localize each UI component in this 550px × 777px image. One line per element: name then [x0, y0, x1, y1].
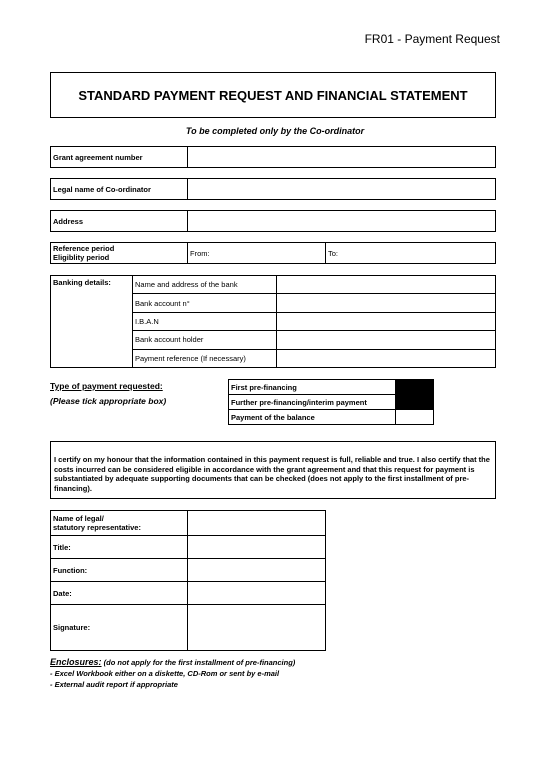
reference-period-label: Reference period	[53, 244, 115, 253]
function-label: Function:	[51, 559, 188, 581]
payment-reference-input[interactable]	[277, 350, 495, 367]
legal-name-label: Legal name of Co-ordinator	[51, 179, 188, 199]
date-label: Date:	[51, 582, 188, 604]
grant-agreement-label: Grant agreement number	[51, 147, 188, 167]
signature-row	[51, 605, 325, 650]
address-row	[50, 210, 496, 232]
period-from-input[interactable]	[188, 243, 326, 263]
from-label: From:	[190, 248, 210, 258]
legal-name-row	[50, 178, 496, 200]
to-label: To:	[328, 248, 339, 258]
balance-payment-label: Payment of the balance	[229, 410, 396, 424]
form-code: FR01 - Payment Request	[364, 32, 500, 46]
representative-label-line1: Name of legal/	[53, 514, 104, 523]
period-to-input[interactable]	[326, 243, 495, 263]
banking-details	[50, 275, 496, 368]
further-prefinancing-checkbox[interactable]	[396, 395, 433, 409]
date-input[interactable]	[188, 582, 325, 604]
account-holder-label: Bank account holder	[133, 331, 277, 348]
enclosures	[50, 657, 295, 690]
payment-type-note: (Please tick appropriate box)	[50, 396, 167, 406]
bank-row	[133, 313, 495, 331]
banking-label: Banking details:	[51, 276, 133, 367]
banking-rows	[133, 276, 495, 367]
bank-account-input[interactable]	[277, 294, 495, 311]
signature-input[interactable]	[188, 605, 325, 650]
representative-label	[51, 511, 188, 535]
signature-label: Signature:	[51, 605, 188, 650]
signature-row	[51, 559, 325, 582]
function-input[interactable]	[188, 559, 325, 581]
first-prefinancing-checkbox[interactable]	[396, 380, 433, 394]
bank-row	[133, 350, 495, 367]
bank-name-label: Name and address of the bank	[133, 276, 277, 293]
legal-name-input[interactable]	[188, 179, 495, 199]
enclosures-heading	[50, 657, 295, 668]
further-prefinancing-label: Further pre-financing/interim payment	[229, 395, 396, 409]
signature-row	[51, 536, 325, 559]
signature-block	[50, 510, 326, 651]
representative-input[interactable]	[188, 511, 325, 535]
form-title-box	[50, 72, 496, 118]
bank-row	[133, 276, 495, 294]
representative-label-line2: statutory representative:	[53, 523, 141, 532]
enclosures-title: Enclosures:	[50, 657, 102, 667]
iban-label: I.B.A.N	[133, 313, 277, 330]
enclosure-item: - Excel Workbook either on a diskette, CD-Rom or sent by e-mail	[50, 669, 280, 678]
bank-name-input[interactable]	[277, 276, 495, 293]
grant-agreement-row	[50, 146, 496, 168]
eligibility-period-label: Eligiblity period	[53, 253, 110, 262]
payment-option-row	[229, 395, 433, 410]
payment-reference-label: Payment reference (If necessary)	[133, 350, 277, 367]
form-title: STANDARD PAYMENT REQUEST AND FINANCIAL STATEMENT	[78, 87, 468, 103]
payment-option-row	[229, 380, 433, 395]
balance-payment-checkbox[interactable]	[396, 410, 433, 424]
first-prefinancing-label: First pre-financing	[229, 380, 396, 394]
payment-type-title: Type of payment requested:	[50, 381, 163, 391]
title-input[interactable]	[188, 536, 325, 558]
form-subtitle: To be completed only by the Co-ordinator	[185, 126, 365, 136]
payment-option-row	[229, 410, 433, 424]
period-row	[50, 242, 496, 264]
grant-agreement-input[interactable]	[188, 147, 495, 167]
account-holder-input[interactable]	[277, 331, 495, 348]
bank-row	[133, 331, 495, 349]
period-label	[51, 243, 188, 263]
address-input[interactable]	[188, 211, 495, 231]
enclosure-item: - External audit report if appropriate	[50, 680, 178, 689]
enclosures-note: (do not apply for the first installment of pre-financing)	[101, 658, 296, 667]
signature-row	[51, 582, 325, 605]
signature-row	[51, 511, 325, 536]
bank-row	[133, 294, 495, 312]
certification-statement: I certify on my honour that the information contained in this payment request is full, reliable and true. I also certify that the costs incurred can be considered eligible in accordance with the grant agreement and that this request for payment is substantiated by adequate supporting documents that can be checked (does not apply to the first installment of pre-financing).	[50, 441, 496, 499]
payment-type-table	[228, 379, 434, 425]
title-label: Title:	[51, 536, 188, 558]
bank-account-label: Bank account n°	[133, 294, 277, 311]
iban-input[interactable]	[277, 313, 495, 330]
address-label: Address	[51, 211, 188, 231]
